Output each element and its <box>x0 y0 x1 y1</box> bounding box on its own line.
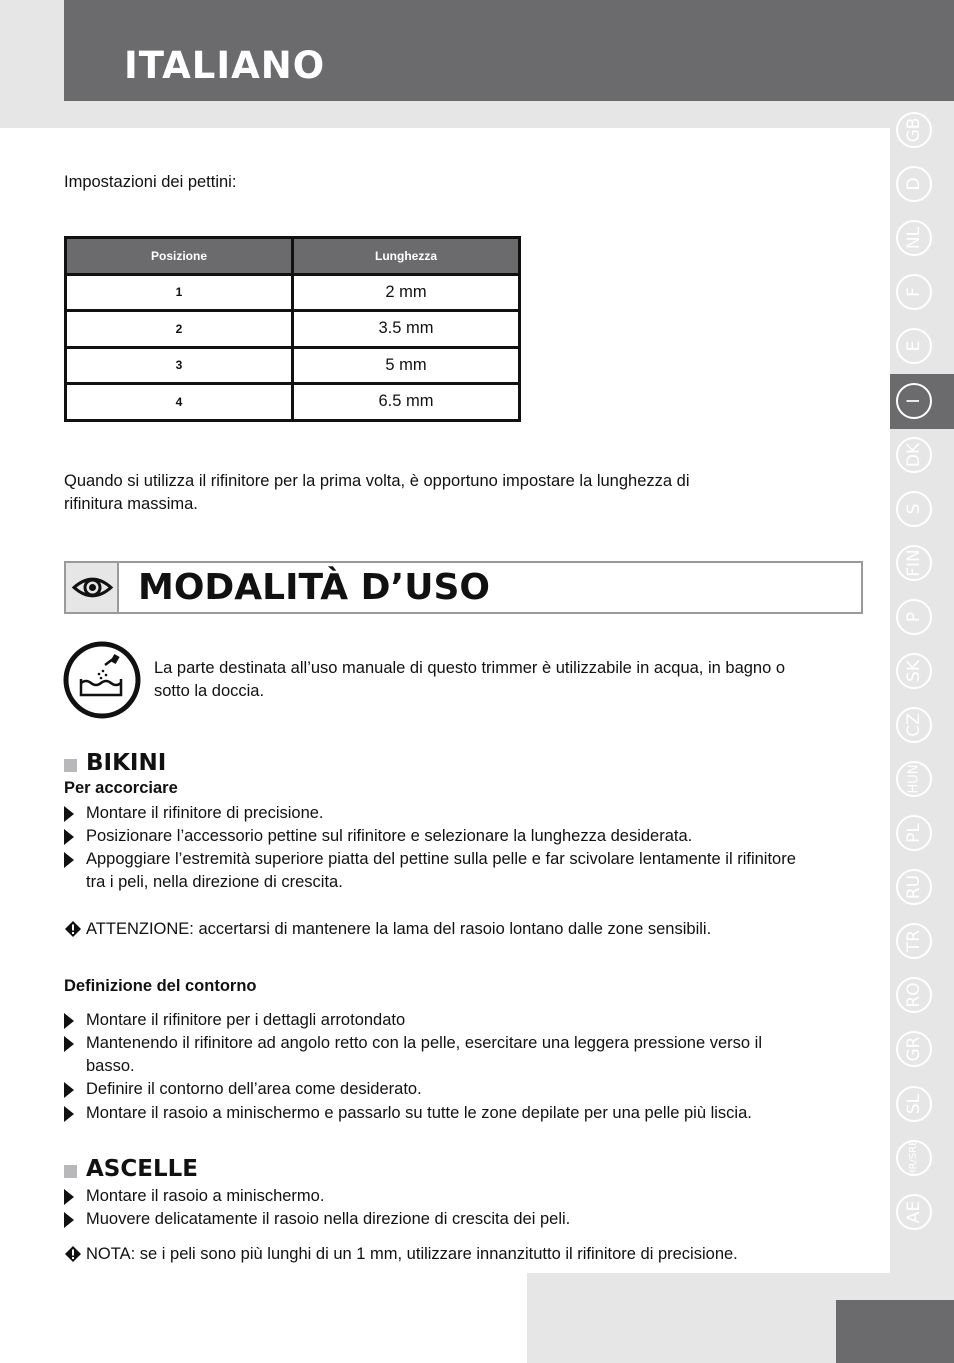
waterproof-icon <box>63 641 141 719</box>
lang-tab-ae[interactable]: AE <box>896 1194 932 1230</box>
lang-tab-hr-srb[interactable]: HR/SRB <box>896 1140 932 1176</box>
lang-tab-tr[interactable]: TR <box>896 923 932 959</box>
table-row <box>66 274 520 311</box>
section-title: MODALITÀ D’USO <box>138 567 490 608</box>
eye-icon <box>66 563 119 612</box>
lang-tab-sk[interactable]: SK <box>896 653 932 689</box>
position-cell: 3 <box>66 347 293 384</box>
comb-settings-table <box>64 236 521 422</box>
warning-icon <box>64 1245 82 1263</box>
position-cell: 1 <box>66 274 293 311</box>
triangle-bullet-icon <box>64 1212 74 1228</box>
lang-tab-fin[interactable]: FIN <box>896 545 932 581</box>
table-row <box>66 384 520 421</box>
table-row <box>66 347 520 384</box>
warning-icon <box>64 920 82 938</box>
ascelle-heading: ASCELLE <box>86 1156 198 1182</box>
triangle-bullet-icon <box>64 1189 74 1205</box>
triangle-bullet-icon <box>64 1082 74 1098</box>
water-note-line2: sotto la doccia. <box>154 682 265 700</box>
page-language-title: ITALIANO <box>124 44 326 87</box>
triangle-bullet-icon <box>64 806 74 822</box>
lang-tab-gb[interactable]: GB <box>896 112 932 148</box>
length-cell: 3.5 mm <box>293 311 520 348</box>
lang-tab-nl[interactable]: NL <box>896 220 932 256</box>
lang-tab-ro[interactable]: RO <box>896 977 932 1013</box>
table-header-row <box>66 238 520 275</box>
lang-tab-p[interactable]: P <box>896 599 932 635</box>
first-use-note-line2: rifinitura massima. <box>64 495 198 513</box>
lang-tab-cz[interactable]: CZ <box>896 707 932 743</box>
usage-section-header <box>64 561 863 614</box>
lang-tab-e[interactable]: E <box>896 328 932 364</box>
lang-tab-f[interactable]: F <box>896 274 932 310</box>
bikini-subtitle: Per accorciare <box>64 779 178 797</box>
top-left-block <box>0 0 64 128</box>
lang-tab-d[interactable]: D <box>896 166 932 202</box>
triangle-bullet-icon <box>64 829 74 845</box>
header-underband <box>64 101 954 128</box>
water-note-line1: La parte destinata all’uso manuale di questo trimmer è utilizzabile in acqua, in bagno o <box>154 659 786 677</box>
lang-tab-dk[interactable]: DK <box>896 437 932 473</box>
table-row <box>66 311 520 348</box>
column-header-length: Lunghezza <box>293 238 520 275</box>
lang-tab-sl[interactable]: SL <box>896 1086 932 1122</box>
length-cell: 6.5 mm <box>293 384 520 421</box>
column-header-position: Posizione <box>66 238 293 275</box>
first-use-note-line1: Quando si utilizza il rifinitore per la prima volta, è opportuno impostare la lunghezza di <box>64 472 690 490</box>
triangle-bullet-icon <box>64 1036 74 1052</box>
lang-tab-pl[interactable]: PL <box>896 815 932 851</box>
contour-subtitle: Definizione del contorno <box>64 977 257 995</box>
position-cell: 2 <box>66 311 293 348</box>
length-cell: 5 mm <box>293 347 520 384</box>
square-bullet-icon <box>64 1165 77 1178</box>
footer-dark-block <box>836 1300 954 1363</box>
lang-tab-hun[interactable]: HUN <box>896 761 932 797</box>
length-cell: 2 mm <box>293 274 520 311</box>
lang-tab-i[interactable]: I <box>896 383 932 419</box>
lang-tab-ru[interactable]: RU <box>896 869 932 905</box>
bikini-heading: BIKINI <box>86 750 167 776</box>
position-cell: 4 <box>66 384 293 421</box>
lang-tab-gr[interactable]: GR <box>896 1031 932 1067</box>
comb-settings-intro: Impostazioni dei pettini: <box>64 173 237 191</box>
lang-tab-s[interactable]: S <box>896 491 932 527</box>
triangle-bullet-icon <box>64 1013 74 1029</box>
triangle-bullet-icon <box>64 852 74 868</box>
triangle-bullet-icon <box>64 1106 74 1122</box>
square-bullet-icon <box>64 759 77 772</box>
